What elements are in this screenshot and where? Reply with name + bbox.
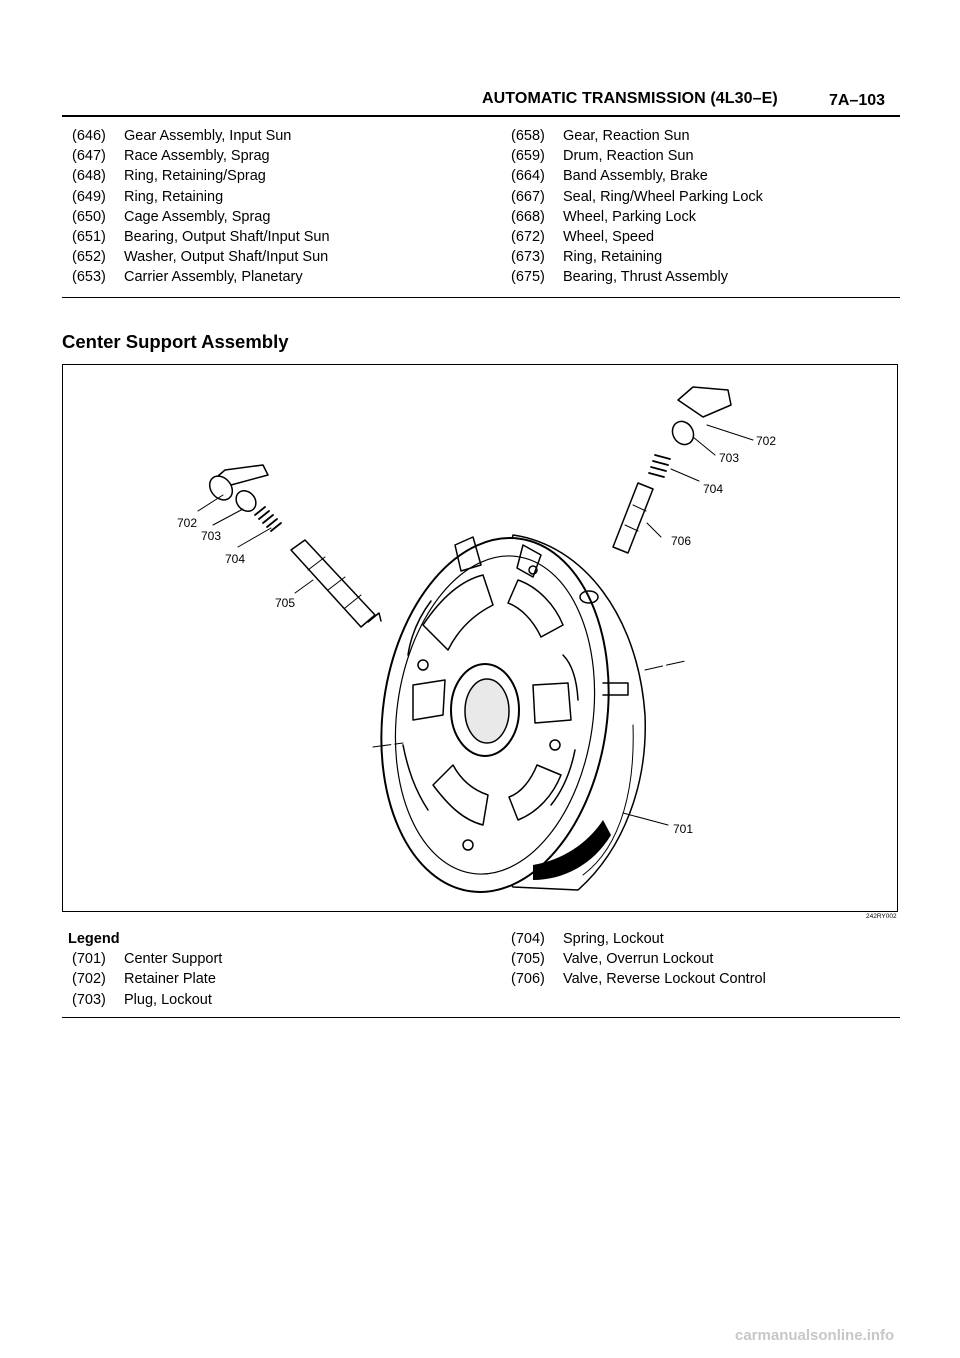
legend-title: Legend [68,931,120,947]
list-item: (704) Spring, Lockout [511,931,664,947]
list-item: (651) Bearing, Output Shaft/Input Sun [72,229,330,246]
list-item: (658) Gear, Reaction Sun [511,128,690,144]
callout-702-left: 702 [177,516,198,530]
list-item: (652) Washer, Output Shaft/Input Sun [72,249,329,266]
list-item: (646) Gear Assembly, Input Sun [72,128,292,144]
exploded-view-drawing [63,365,899,913]
list-item: (668) Wheel, Parking Lock [511,208,696,225]
legend-left [68,929,222,1010]
page-number: 7A–103 [829,92,886,109]
center-support-illustration [62,364,898,912]
header-rule [62,115,900,117]
callout-703-right: 703 [719,451,740,465]
callout-703-left: 703 [201,529,222,543]
callout-705: 705 [275,596,296,610]
list-item: (667) Seal, Ring/Wheel Parking Lock [511,188,763,205]
figure-code: 242RY002 [866,913,897,920]
parts-list-left [72,126,330,288]
list-item: (653) Carrier Assembly, Planetary [72,269,303,286]
list-item: (701) Center Support [72,951,223,968]
list-item: (664) Band Assembly, Brake [511,168,708,185]
list-item: (703) Plug, Lockout [72,991,212,1008]
list-item: (673) Ring, Retaining [511,249,663,266]
parts-list-rule [62,297,900,298]
legend-rule [62,1017,900,1018]
callout-702-right: 702 [756,434,777,448]
callout-706: 706 [671,534,692,548]
list-item: (649) Ring, Retaining [72,188,224,205]
list-item: (706) Valve, Reverse Lockout Control [511,971,766,988]
legend-right [511,929,766,990]
callout-704-left: 704 [225,552,246,566]
list-item: (675) Bearing, Thrust Assembly [511,269,728,286]
list-item: (647) Race Assembly, Sprag [72,148,270,165]
section-header-title: AUTOMATIC TRANSMISSION (4L30–E) [482,90,778,107]
list-item: (672) Wheel, Speed [511,229,655,246]
callout-701: 701 [673,822,694,836]
parts-list-right [511,126,763,288]
list-item: (659) Drum, Reaction Sun [511,148,694,165]
watermark: carmanualsonline.info [735,1327,895,1344]
list-item: (650) Cage Assembly, Sprag [72,208,271,225]
list-item: (702) Retainer Plate [72,971,216,988]
list-item: (705) Valve, Overrun Lockout [511,951,714,968]
callout-704-right: 704 [703,482,724,496]
list-item: (648) Ring, Retaining/Sprag [72,168,266,185]
section-title: Center Support Assembly [62,331,289,352]
